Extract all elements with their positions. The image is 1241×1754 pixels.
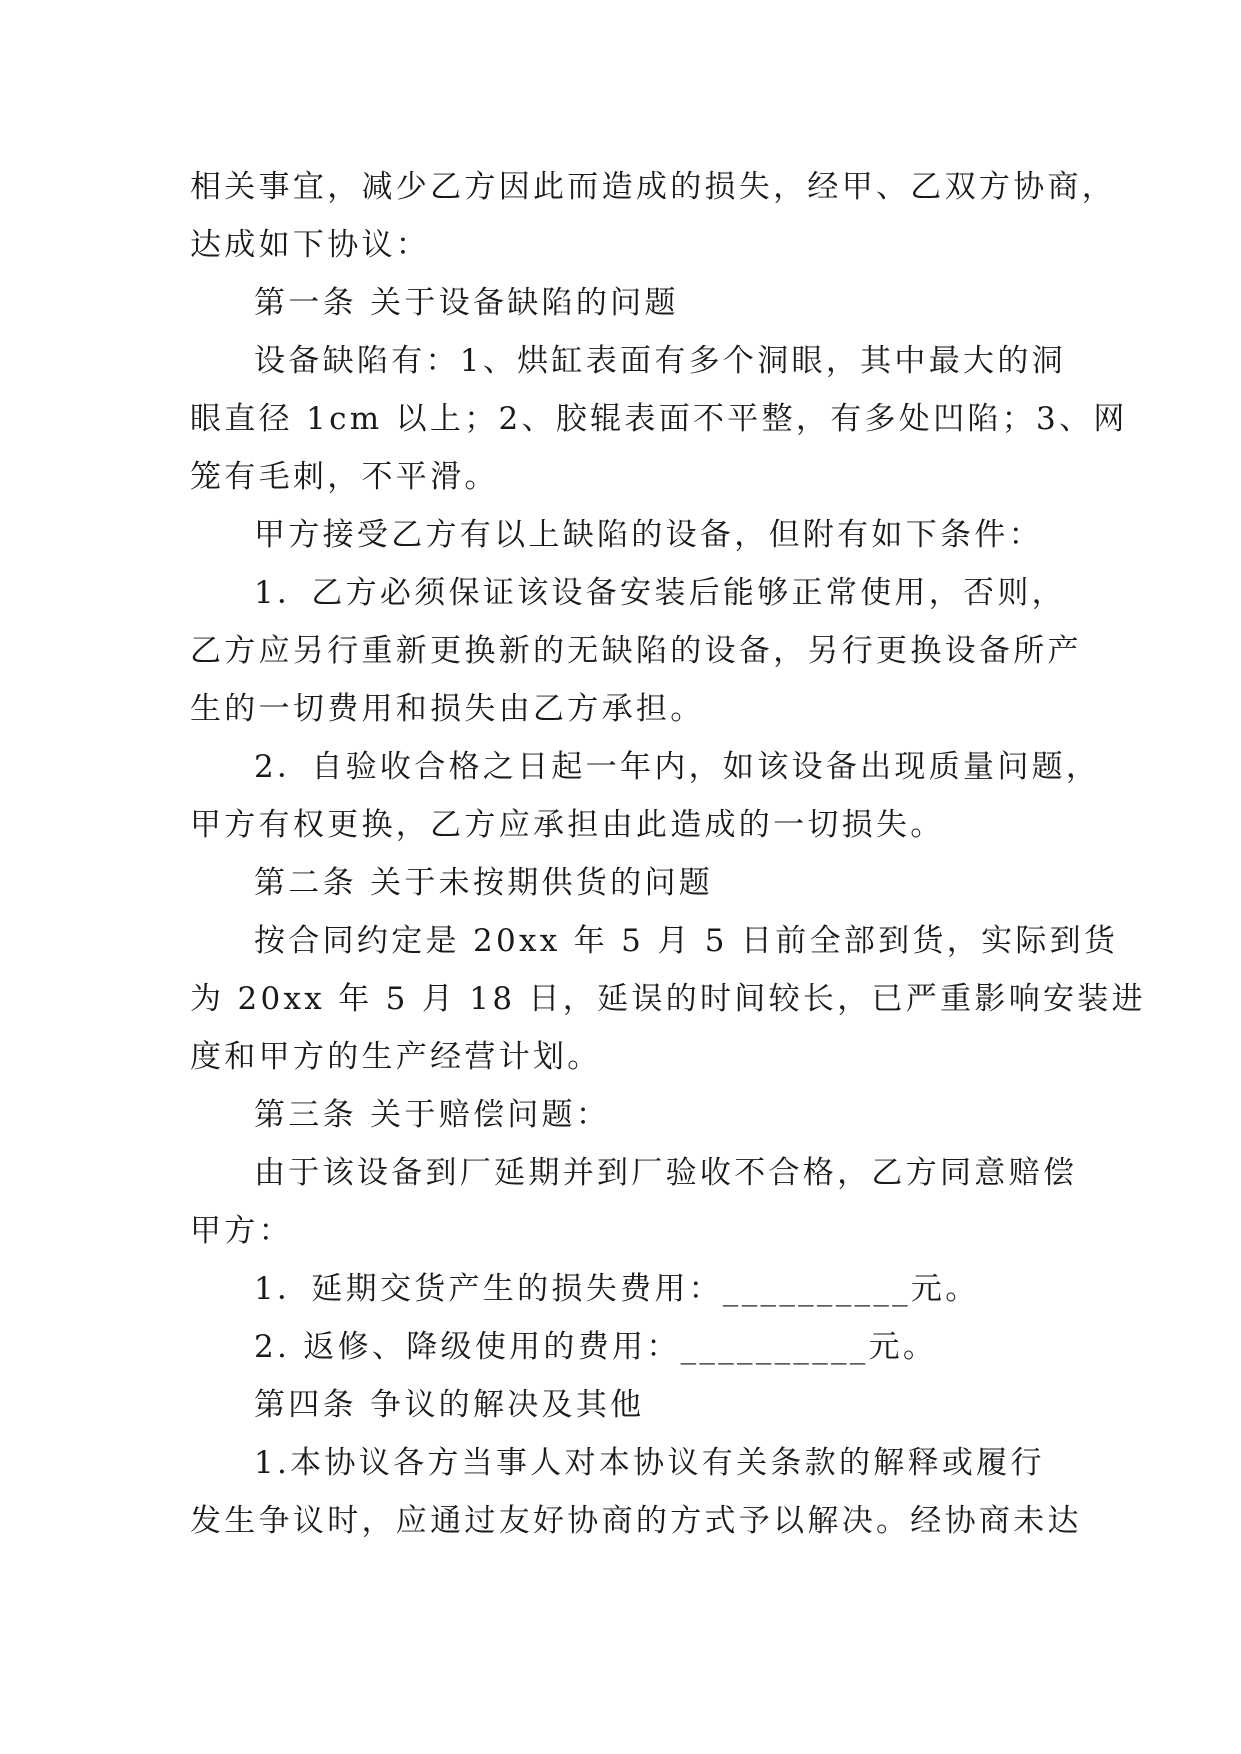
text-line: 乙方应另行重新更换新的无缺陷的设备，另行更换设备所产 xyxy=(190,633,1082,669)
document-body xyxy=(190,158,1146,1550)
text-line: 眼直径 1cm 以上；2、胶辊表面不平整，有多处凹陷；3、网 xyxy=(190,401,1128,437)
text-line: 相关事宜，减少乙方因此而造成的损失，经甲、乙双方协商， xyxy=(190,169,1117,205)
text-line: 甲方： xyxy=(190,1213,293,1249)
text-line: 甲方有权更换，乙方应承担由此造成的一切损失。 xyxy=(190,807,945,843)
text-line: 达成如下协议： xyxy=(190,227,431,263)
text-line: 发生争议时，应通过友好协商的方式予以解决。经协商未达 xyxy=(190,1503,1082,1539)
text-line: 设备缺陷有：1、烘缸表面有多个洞眼，其中最大的洞 xyxy=(254,343,1066,379)
text-line: 度和甲方的生产经营计划。 xyxy=(190,1039,602,1075)
text-line: 1．乙方必须保证该设备安装后能够正常使用，否则， xyxy=(254,575,1066,611)
text-line: 1．延期交货产生的损失费用：__________元。 xyxy=(254,1271,980,1307)
text-line: 2. 返修、降级使用的费用：__________元。 xyxy=(254,1329,938,1365)
text-line: 按合同约定是 20xx 年 5 月 5 日前全部到货，实际到货 xyxy=(254,923,1119,959)
text-line: 为 20xx 年 5 月 18 日，延误的时间较长，已严重影响安装进 xyxy=(190,981,1146,1017)
text-line: 由于该设备到厂延期并到厂验收不合格，乙方同意赔偿 xyxy=(254,1155,1078,1191)
article-heading: 第一条 关于设备缺陷的问题 xyxy=(254,285,679,321)
text-line: 1.本协议各方当事人对本协议有关条款的解释或履行 xyxy=(254,1445,1045,1481)
article-heading: 第四条 争议的解决及其他 xyxy=(254,1387,645,1423)
text-line: 2．自验收合格之日起一年内，如该设备出现质量问题， xyxy=(254,749,1101,785)
article-heading: 第二条 关于未按期供货的问题 xyxy=(254,865,714,901)
article-heading: 第三条 关于赔偿问题： xyxy=(254,1097,611,1133)
text-line: 生的一切费用和损失由乙方承担。 xyxy=(190,691,705,727)
text-line: 笼有毛刺，不平滑。 xyxy=(190,459,499,495)
text-line: 甲方接受乙方有以上缺陷的设备，但附有如下条件： xyxy=(254,517,1043,553)
